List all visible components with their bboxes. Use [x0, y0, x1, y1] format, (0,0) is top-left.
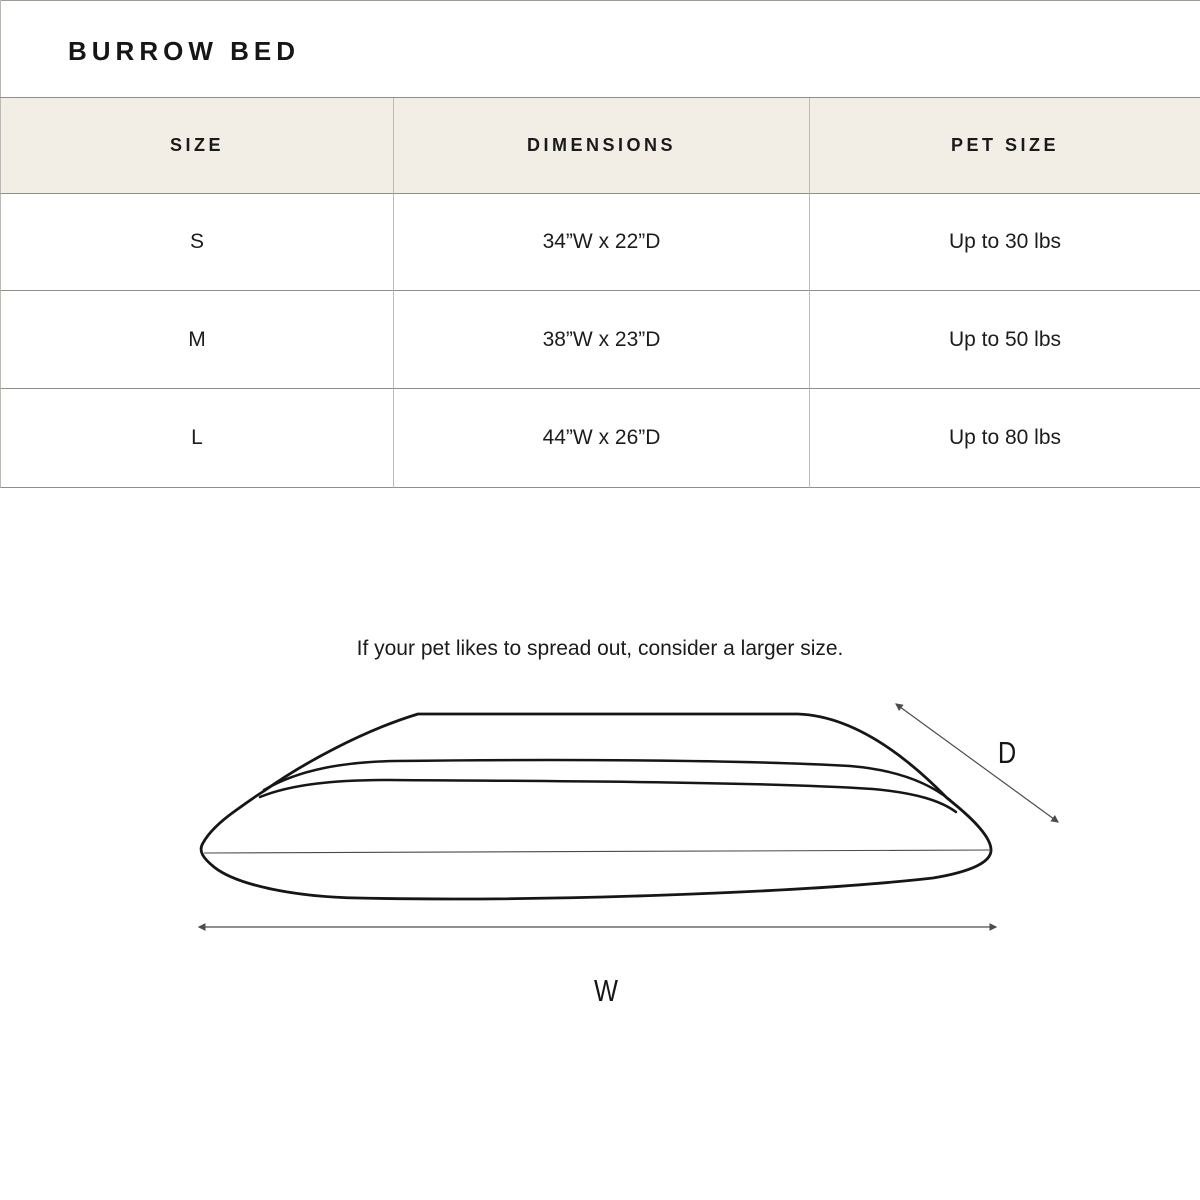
header-cell-dimensions: DIMENSIONS — [394, 98, 810, 194]
row-l-pet-size-cell: Up to 80 lbs — [810, 389, 1200, 488]
row-l-size-cell: L — [0, 389, 394, 488]
bed-outline-path — [201, 714, 991, 899]
row-l-dimensions-cell: 44”W x 26”D — [394, 389, 810, 488]
row-s-pet-size-cell: Up to 30 lbs — [810, 194, 1200, 291]
width-label: W — [594, 973, 618, 1009]
row-m-pet-size-cell: Up to 50 lbs — [810, 291, 1200, 389]
sizing-note: If your pet likes to spread out, consider a larger size. — [356, 637, 844, 660]
page-title: BURROW BED — [68, 35, 300, 66]
bed-seam-line — [204, 850, 991, 853]
row-m-dimensions-cell: 38”W x 23”D — [394, 291, 810, 389]
header-cell-size: SIZE — [0, 98, 394, 194]
row-m-size-cell: M — [0, 291, 394, 389]
row-s-dimensions-cell: 34”W x 22”D — [394, 194, 810, 291]
depth-arrow — [896, 704, 1058, 822]
header-cell-pet-size: PET SIZE — [810, 98, 1200, 194]
depth-label: D — [997, 735, 1017, 771]
bed-layer-line-lower — [260, 780, 956, 812]
row-s-size-cell: S — [0, 194, 394, 291]
